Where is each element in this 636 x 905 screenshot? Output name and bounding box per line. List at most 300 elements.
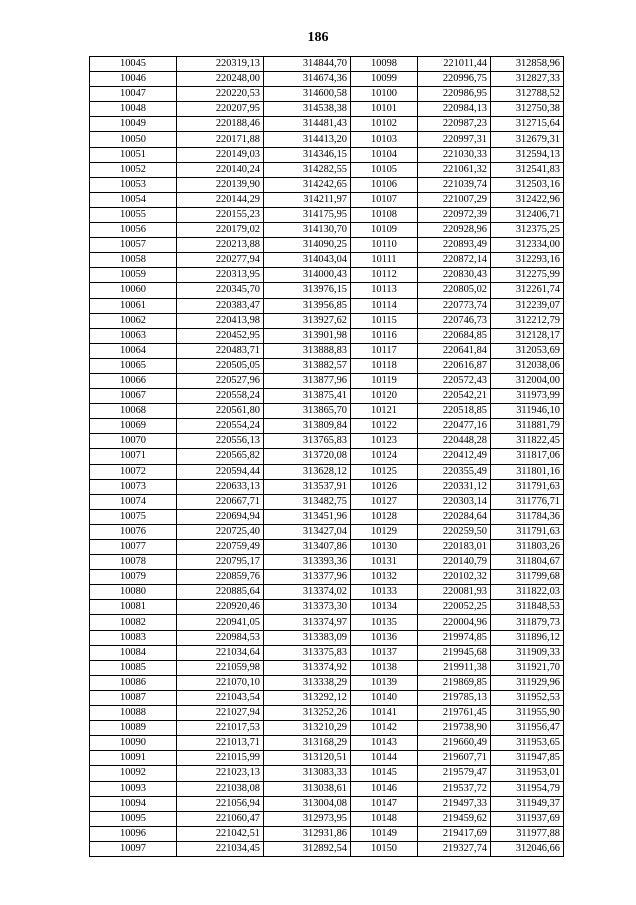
table-row	[90, 645, 564, 660]
left-y-coordinate-cell: 313210,29	[264, 721, 351, 736]
right-point-number-cell: 10103	[351, 132, 418, 147]
right-point-number-cell: 10120	[351, 389, 418, 404]
left-x-coordinate-cell: 220759,49	[177, 540, 264, 555]
right-x-coordinate-cell: 220052,25	[418, 600, 491, 615]
right-y-coordinate-cell: 311804,67	[491, 555, 564, 570]
right-point-number-cell: 10123	[351, 434, 418, 449]
left-x-coordinate-cell: 220725,40	[177, 524, 264, 539]
left-point-number-cell: 10049	[90, 117, 177, 132]
left-point-number-cell: 10090	[90, 736, 177, 751]
right-point-number-cell: 10099	[351, 72, 418, 87]
left-x-coordinate-cell: 221060,47	[177, 811, 264, 826]
right-point-number-cell: 10121	[351, 404, 418, 419]
right-y-coordinate-cell: 312503,16	[491, 177, 564, 192]
right-x-coordinate-cell: 221039,74	[418, 177, 491, 192]
right-point-number-cell: 10106	[351, 177, 418, 192]
right-y-coordinate-cell: 311896,12	[491, 630, 564, 645]
table-row	[90, 585, 564, 600]
left-x-coordinate-cell: 220633,13	[177, 479, 264, 494]
left-x-coordinate-cell: 220345,70	[177, 283, 264, 298]
right-point-number-cell: 10132	[351, 570, 418, 585]
right-x-coordinate-cell: 220448,28	[418, 434, 491, 449]
right-x-coordinate-cell: 221061,32	[418, 162, 491, 177]
table-row	[90, 615, 564, 630]
left-point-number-cell: 10081	[90, 600, 177, 615]
left-point-number-cell: 10092	[90, 766, 177, 781]
left-point-number-cell: 10082	[90, 615, 177, 630]
right-x-coordinate-cell: 220140,79	[418, 555, 491, 570]
table-row	[90, 675, 564, 690]
left-y-coordinate-cell: 314090,25	[264, 238, 351, 253]
right-x-coordinate-cell: 220997,31	[418, 132, 491, 147]
left-x-coordinate-cell: 220207,95	[177, 102, 264, 117]
table-row	[90, 600, 564, 615]
left-y-coordinate-cell: 314600,58	[264, 87, 351, 102]
table-row	[90, 464, 564, 479]
left-x-coordinate-cell: 220139,90	[177, 177, 264, 192]
right-y-coordinate-cell: 311801,16	[491, 464, 564, 479]
left-y-coordinate-cell: 313407,86	[264, 540, 351, 555]
left-point-number-cell: 10094	[90, 796, 177, 811]
right-x-coordinate-cell: 219327,74	[418, 841, 491, 856]
right-x-coordinate-cell: 220805,02	[418, 283, 491, 298]
right-y-coordinate-cell: 312594,13	[491, 147, 564, 162]
left-y-coordinate-cell: 314481,43	[264, 117, 351, 132]
left-point-number-cell: 10079	[90, 570, 177, 585]
right-point-number-cell: 10129	[351, 524, 418, 539]
left-x-coordinate-cell: 220452,95	[177, 328, 264, 343]
left-x-coordinate-cell: 220313,95	[177, 268, 264, 283]
right-x-coordinate-cell: 220355,49	[418, 464, 491, 479]
table-row	[90, 766, 564, 781]
left-y-coordinate-cell: 314674,36	[264, 72, 351, 87]
left-x-coordinate-cell: 221023,13	[177, 766, 264, 781]
table-row	[90, 147, 564, 162]
left-y-coordinate-cell: 314538,38	[264, 102, 351, 117]
right-y-coordinate-cell: 312406,71	[491, 207, 564, 222]
left-x-coordinate-cell: 221059,98	[177, 660, 264, 675]
left-y-coordinate-cell: 313882,57	[264, 358, 351, 373]
left-point-number-cell: 10047	[90, 87, 177, 102]
left-x-coordinate-cell: 220505,05	[177, 358, 264, 373]
table-row	[90, 419, 564, 434]
table-row	[90, 509, 564, 524]
right-x-coordinate-cell: 220542,21	[418, 389, 491, 404]
right-point-number-cell: 10137	[351, 645, 418, 660]
left-x-coordinate-cell: 220885,64	[177, 585, 264, 600]
right-y-coordinate-cell: 312261,74	[491, 283, 564, 298]
right-y-coordinate-cell: 311954,79	[491, 781, 564, 796]
right-point-number-cell: 10122	[351, 419, 418, 434]
left-point-number-cell: 10048	[90, 102, 177, 117]
right-y-coordinate-cell: 312053,69	[491, 343, 564, 358]
left-point-number-cell: 10093	[90, 781, 177, 796]
left-point-number-cell: 10067	[90, 389, 177, 404]
right-point-number-cell: 10111	[351, 253, 418, 268]
right-x-coordinate-cell: 220004,96	[418, 615, 491, 630]
right-x-coordinate-cell: 219869,85	[418, 675, 491, 690]
left-point-number-cell: 10088	[90, 706, 177, 721]
left-point-number-cell: 10074	[90, 494, 177, 509]
table-row	[90, 736, 564, 751]
right-x-coordinate-cell: 219738,90	[418, 721, 491, 736]
right-x-coordinate-cell: 220102,32	[418, 570, 491, 585]
right-point-number-cell: 10141	[351, 706, 418, 721]
table-row	[90, 751, 564, 766]
left-x-coordinate-cell: 220220,53	[177, 87, 264, 102]
table-row	[90, 117, 564, 132]
right-y-coordinate-cell: 311973,99	[491, 389, 564, 404]
left-y-coordinate-cell: 313901,98	[264, 328, 351, 343]
right-y-coordinate-cell: 312334,00	[491, 238, 564, 253]
right-y-coordinate-cell: 311921,70	[491, 660, 564, 675]
right-y-coordinate-cell: 311952,53	[491, 690, 564, 705]
table-row	[90, 494, 564, 509]
right-x-coordinate-cell: 220259,50	[418, 524, 491, 539]
right-x-coordinate-cell: 219459,62	[418, 811, 491, 826]
left-y-coordinate-cell: 313375,83	[264, 645, 351, 660]
right-y-coordinate-cell: 311881,79	[491, 419, 564, 434]
right-point-number-cell: 10104	[351, 147, 418, 162]
right-y-coordinate-cell: 312293,16	[491, 253, 564, 268]
left-x-coordinate-cell: 221027,94	[177, 706, 264, 721]
left-x-coordinate-cell: 220920,46	[177, 600, 264, 615]
table-row	[90, 449, 564, 464]
left-x-coordinate-cell: 220527,96	[177, 373, 264, 388]
left-y-coordinate-cell: 313956,85	[264, 298, 351, 313]
left-point-number-cell: 10061	[90, 298, 177, 313]
left-x-coordinate-cell: 220694,94	[177, 509, 264, 524]
left-y-coordinate-cell: 313888,83	[264, 343, 351, 358]
right-y-coordinate-cell: 312750,38	[491, 102, 564, 117]
left-y-coordinate-cell: 313451,96	[264, 509, 351, 524]
right-point-number-cell: 10102	[351, 117, 418, 132]
left-y-coordinate-cell: 314242,65	[264, 177, 351, 192]
left-point-number-cell: 10051	[90, 147, 177, 162]
right-y-coordinate-cell: 311929,96	[491, 675, 564, 690]
left-point-number-cell: 10056	[90, 223, 177, 238]
left-y-coordinate-cell: 314282,55	[264, 162, 351, 177]
right-x-coordinate-cell: 220412,49	[418, 449, 491, 464]
left-y-coordinate-cell: 313083,33	[264, 766, 351, 781]
left-y-coordinate-cell: 314413,20	[264, 132, 351, 147]
left-x-coordinate-cell: 221034,64	[177, 645, 264, 660]
right-x-coordinate-cell: 220477,16	[418, 419, 491, 434]
left-y-coordinate-cell: 314211,97	[264, 192, 351, 207]
table-row	[90, 268, 564, 283]
right-point-number-cell: 10113	[351, 283, 418, 298]
table-row	[90, 630, 564, 645]
right-y-coordinate-cell: 312541,83	[491, 162, 564, 177]
right-y-coordinate-cell: 311803,26	[491, 540, 564, 555]
right-y-coordinate-cell: 312788,52	[491, 87, 564, 102]
left-point-number-cell: 10076	[90, 524, 177, 539]
table-row	[90, 223, 564, 238]
left-x-coordinate-cell: 220188,46	[177, 117, 264, 132]
left-point-number-cell: 10078	[90, 555, 177, 570]
left-x-coordinate-cell: 220558,24	[177, 389, 264, 404]
right-x-coordinate-cell: 219607,71	[418, 751, 491, 766]
left-y-coordinate-cell: 313120,51	[264, 751, 351, 766]
left-y-coordinate-cell: 314000,43	[264, 268, 351, 283]
right-x-coordinate-cell: 220183,01	[418, 540, 491, 555]
left-point-number-cell: 10070	[90, 434, 177, 449]
left-y-coordinate-cell: 313809,84	[264, 419, 351, 434]
right-y-coordinate-cell: 311937,69	[491, 811, 564, 826]
right-y-coordinate-cell: 311848,53	[491, 600, 564, 615]
left-point-number-cell: 10096	[90, 826, 177, 841]
left-point-number-cell: 10063	[90, 328, 177, 343]
left-point-number-cell: 10071	[90, 449, 177, 464]
table-row	[90, 177, 564, 192]
right-y-coordinate-cell: 312275,99	[491, 268, 564, 283]
right-point-number-cell: 10139	[351, 675, 418, 690]
right-x-coordinate-cell: 220773,74	[418, 298, 491, 313]
left-x-coordinate-cell: 221056,94	[177, 796, 264, 811]
left-point-number-cell: 10054	[90, 192, 177, 207]
right-point-number-cell: 10119	[351, 373, 418, 388]
table-row	[90, 238, 564, 253]
table-row	[90, 826, 564, 841]
left-y-coordinate-cell: 314130,70	[264, 223, 351, 238]
left-point-number-cell: 10097	[90, 841, 177, 856]
right-y-coordinate-cell: 311977,88	[491, 826, 564, 841]
right-point-number-cell: 10140	[351, 690, 418, 705]
left-y-coordinate-cell: 313004,08	[264, 796, 351, 811]
left-x-coordinate-cell: 220561,80	[177, 404, 264, 419]
right-point-number-cell: 10146	[351, 781, 418, 796]
left-y-coordinate-cell: 313976,15	[264, 283, 351, 298]
right-point-number-cell: 10143	[351, 736, 418, 751]
table-row	[90, 479, 564, 494]
right-x-coordinate-cell: 221007,29	[418, 192, 491, 207]
right-point-number-cell: 10107	[351, 192, 418, 207]
left-x-coordinate-cell: 220859,76	[177, 570, 264, 585]
right-x-coordinate-cell: 220616,87	[418, 358, 491, 373]
left-y-coordinate-cell: 313374,97	[264, 615, 351, 630]
right-x-coordinate-cell: 219660,49	[418, 736, 491, 751]
right-point-number-cell: 10124	[351, 449, 418, 464]
right-y-coordinate-cell: 312858,96	[491, 57, 564, 72]
left-y-coordinate-cell: 313720,08	[264, 449, 351, 464]
left-y-coordinate-cell: 313038,61	[264, 781, 351, 796]
left-point-number-cell: 10075	[90, 509, 177, 524]
right-y-coordinate-cell: 311955,90	[491, 706, 564, 721]
left-y-coordinate-cell: 313877,96	[264, 373, 351, 388]
left-x-coordinate-cell: 221042,51	[177, 826, 264, 841]
table-row	[90, 706, 564, 721]
right-y-coordinate-cell: 312046,66	[491, 841, 564, 856]
right-x-coordinate-cell: 219785,13	[418, 690, 491, 705]
right-point-number-cell: 10133	[351, 585, 418, 600]
left-x-coordinate-cell: 220795,17	[177, 555, 264, 570]
left-y-coordinate-cell: 312931,86	[264, 826, 351, 841]
table-row	[90, 811, 564, 826]
right-y-coordinate-cell: 311953,65	[491, 736, 564, 751]
right-point-number-cell: 10134	[351, 600, 418, 615]
left-y-coordinate-cell: 313338,29	[264, 675, 351, 690]
right-x-coordinate-cell: 219945,68	[418, 645, 491, 660]
left-point-number-cell: 10055	[90, 207, 177, 222]
right-x-coordinate-cell: 220872,14	[418, 253, 491, 268]
table-row	[90, 555, 564, 570]
left-x-coordinate-cell: 220483,71	[177, 343, 264, 358]
left-point-number-cell: 10057	[90, 238, 177, 253]
right-x-coordinate-cell: 219579,47	[418, 766, 491, 781]
left-y-coordinate-cell: 314043,04	[264, 253, 351, 268]
right-point-number-cell: 10101	[351, 102, 418, 117]
table-row	[90, 524, 564, 539]
right-y-coordinate-cell: 311946,10	[491, 404, 564, 419]
table-row	[90, 132, 564, 147]
table-row	[90, 313, 564, 328]
left-x-coordinate-cell: 220319,13	[177, 57, 264, 72]
left-x-coordinate-cell: 220144,29	[177, 192, 264, 207]
left-y-coordinate-cell: 313252,26	[264, 706, 351, 721]
right-point-number-cell: 10108	[351, 207, 418, 222]
table-row	[90, 404, 564, 419]
right-point-number-cell: 10105	[351, 162, 418, 177]
right-y-coordinate-cell: 311817,06	[491, 449, 564, 464]
table-row	[90, 540, 564, 555]
page-number: 186	[307, 30, 329, 45]
right-y-coordinate-cell: 312375,25	[491, 223, 564, 238]
right-x-coordinate-cell: 220996,75	[418, 72, 491, 87]
left-x-coordinate-cell: 220554,24	[177, 419, 264, 434]
left-point-number-cell: 10064	[90, 343, 177, 358]
right-x-coordinate-cell: 221030,33	[418, 147, 491, 162]
left-point-number-cell: 10073	[90, 479, 177, 494]
left-point-number-cell: 10068	[90, 404, 177, 419]
left-x-coordinate-cell: 221015,99	[177, 751, 264, 766]
left-x-coordinate-cell: 221034,45	[177, 841, 264, 856]
right-x-coordinate-cell: 219911,38	[418, 660, 491, 675]
left-point-number-cell: 10084	[90, 645, 177, 660]
left-y-coordinate-cell: 313168,29	[264, 736, 351, 751]
left-x-coordinate-cell: 220565,82	[177, 449, 264, 464]
right-y-coordinate-cell: 311949,37	[491, 796, 564, 811]
right-x-coordinate-cell: 220081,93	[418, 585, 491, 600]
left-point-number-cell: 10080	[90, 585, 177, 600]
coordinates-table	[89, 56, 564, 857]
right-y-coordinate-cell: 311953,01	[491, 766, 564, 781]
right-x-coordinate-cell: 219537,72	[418, 781, 491, 796]
left-y-coordinate-cell: 313377,96	[264, 570, 351, 585]
right-point-number-cell: 10149	[351, 826, 418, 841]
table-row	[90, 343, 564, 358]
right-y-coordinate-cell: 312038,06	[491, 358, 564, 373]
table-row	[90, 796, 564, 811]
right-point-number-cell: 10131	[351, 555, 418, 570]
left-point-number-cell: 10052	[90, 162, 177, 177]
right-y-coordinate-cell: 312679,31	[491, 132, 564, 147]
right-x-coordinate-cell: 220972,39	[418, 207, 491, 222]
right-x-coordinate-cell: 220830,43	[418, 268, 491, 283]
left-point-number-cell: 10045	[90, 57, 177, 72]
left-x-coordinate-cell: 220667,71	[177, 494, 264, 509]
table-row	[90, 72, 564, 87]
right-point-number-cell: 10150	[351, 841, 418, 856]
left-y-coordinate-cell: 313537,91	[264, 479, 351, 494]
left-point-number-cell: 10060	[90, 283, 177, 298]
right-point-number-cell: 10125	[351, 464, 418, 479]
right-y-coordinate-cell: 312128,17	[491, 328, 564, 343]
right-y-coordinate-cell: 311822,03	[491, 585, 564, 600]
left-point-number-cell: 10065	[90, 358, 177, 373]
right-point-number-cell: 10112	[351, 268, 418, 283]
table-row	[90, 358, 564, 373]
left-point-number-cell: 10046	[90, 72, 177, 87]
right-x-coordinate-cell: 220284,64	[418, 509, 491, 524]
left-y-coordinate-cell: 313865,70	[264, 404, 351, 419]
right-x-coordinate-cell: 220987,23	[418, 117, 491, 132]
left-x-coordinate-cell: 220155,23	[177, 207, 264, 222]
left-y-coordinate-cell: 312892,54	[264, 841, 351, 856]
left-x-coordinate-cell: 220179,02	[177, 223, 264, 238]
right-point-number-cell: 10128	[351, 509, 418, 524]
left-y-coordinate-cell: 314844,70	[264, 57, 351, 72]
left-x-coordinate-cell: 220413,98	[177, 313, 264, 328]
left-y-coordinate-cell: 313393,36	[264, 555, 351, 570]
right-x-coordinate-cell: 220986,95	[418, 87, 491, 102]
table-row	[90, 207, 564, 222]
right-point-number-cell: 10136	[351, 630, 418, 645]
left-x-coordinate-cell: 220213,88	[177, 238, 264, 253]
left-y-coordinate-cell: 313292,12	[264, 690, 351, 705]
left-y-coordinate-cell: 312973,95	[264, 811, 351, 826]
right-x-coordinate-cell: 221011,44	[418, 57, 491, 72]
left-x-coordinate-cell: 221038,08	[177, 781, 264, 796]
right-point-number-cell: 10126	[351, 479, 418, 494]
left-x-coordinate-cell: 221043,54	[177, 690, 264, 705]
left-y-coordinate-cell: 313374,02	[264, 585, 351, 600]
right-x-coordinate-cell: 220984,13	[418, 102, 491, 117]
right-y-coordinate-cell: 312715,64	[491, 117, 564, 132]
right-point-number-cell: 10127	[351, 494, 418, 509]
right-point-number-cell: 10144	[351, 751, 418, 766]
right-point-number-cell: 10130	[351, 540, 418, 555]
left-point-number-cell: 10095	[90, 811, 177, 826]
left-point-number-cell: 10091	[90, 751, 177, 766]
table-row	[90, 102, 564, 117]
right-y-coordinate-cell: 312827,33	[491, 72, 564, 87]
left-y-coordinate-cell: 313374,92	[264, 660, 351, 675]
table-row	[90, 434, 564, 449]
right-point-number-cell: 10109	[351, 223, 418, 238]
left-y-coordinate-cell: 313482,75	[264, 494, 351, 509]
right-x-coordinate-cell: 220572,43	[418, 373, 491, 388]
right-y-coordinate-cell: 311956,47	[491, 721, 564, 736]
right-point-number-cell: 10117	[351, 343, 418, 358]
right-x-coordinate-cell: 220928,96	[418, 223, 491, 238]
left-point-number-cell: 10058	[90, 253, 177, 268]
right-point-number-cell: 10115	[351, 313, 418, 328]
right-x-coordinate-cell: 220684,85	[418, 328, 491, 343]
left-point-number-cell: 10069	[90, 419, 177, 434]
right-point-number-cell: 10100	[351, 87, 418, 102]
table-row	[90, 298, 564, 313]
right-x-coordinate-cell: 220641,84	[418, 343, 491, 358]
left-y-coordinate-cell: 313628,12	[264, 464, 351, 479]
right-y-coordinate-cell: 311784,36	[491, 509, 564, 524]
right-y-coordinate-cell: 311909,33	[491, 645, 564, 660]
left-point-number-cell: 10066	[90, 373, 177, 388]
right-y-coordinate-cell: 311879,73	[491, 615, 564, 630]
right-point-number-cell: 10142	[351, 721, 418, 736]
left-y-coordinate-cell: 313927,62	[264, 313, 351, 328]
right-x-coordinate-cell: 219417,69	[418, 826, 491, 841]
left-y-coordinate-cell: 313875,41	[264, 389, 351, 404]
